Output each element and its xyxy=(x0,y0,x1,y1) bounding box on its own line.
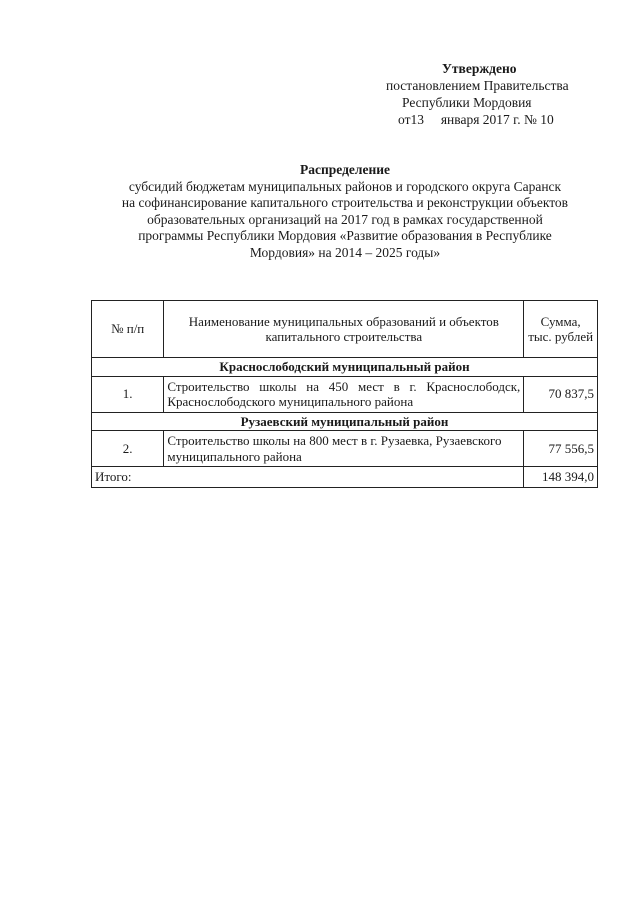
row-sum: 70 837,5 xyxy=(524,376,598,412)
approval-government-line: Республики Мордовия xyxy=(402,95,532,110)
document-title: Распределение xyxy=(299,162,391,177)
section-row xyxy=(92,358,598,377)
section-row xyxy=(92,412,598,431)
heading-line: субсидий бюджетам муниципальных районов и городского округа Саранск xyxy=(128,178,562,194)
table-row xyxy=(92,376,598,412)
approval-decree-line: постановлением Правительства xyxy=(386,78,569,93)
heading-line: программы Республики Мордовия «Развитие образования в Республике xyxy=(138,228,552,243)
row-number: 1. xyxy=(92,376,164,412)
row-number: 2. xyxy=(92,431,164,467)
approval-block xyxy=(380,60,610,128)
heading-line: образовательных организаций на 2017 год в рамках государственной xyxy=(147,211,543,227)
total-label: Итого: xyxy=(92,467,524,488)
header-sum: Сумма, тыс. рублей xyxy=(524,301,598,358)
distribution-table xyxy=(91,300,598,488)
row-object-name: Строительство школы на 450 мест в г. Краснослободск, Краснослободского муниципального района xyxy=(164,376,524,412)
section-title: Рузаевский муниципальный район xyxy=(92,412,598,431)
row-sum: 77 556,5 xyxy=(524,431,598,467)
header-number: № п/п xyxy=(92,301,164,358)
row-object-name: Строительство школы на 800 мест в г. Рузаевка, Рузаевского муниципального района xyxy=(164,431,524,467)
total-sum: 148 394,0 xyxy=(524,467,598,488)
heading-line: на софинансирование капитального строительства и реконструкции объектов xyxy=(121,195,569,210)
header-name: Наименование муниципальных образований и объектов капитального строительства xyxy=(164,301,524,358)
total-row xyxy=(92,467,598,488)
approval-date-line: от13 января 2017 г. № 10 xyxy=(398,112,554,127)
approval-title: Утверждено xyxy=(442,61,517,76)
document-heading xyxy=(80,162,610,261)
section-title: Краснослободский муниципальный район xyxy=(92,358,598,377)
table-row xyxy=(92,431,598,467)
heading-line: Мордовия» на 2014 – 2025 годы» xyxy=(249,244,441,260)
table-header-row xyxy=(92,301,598,358)
